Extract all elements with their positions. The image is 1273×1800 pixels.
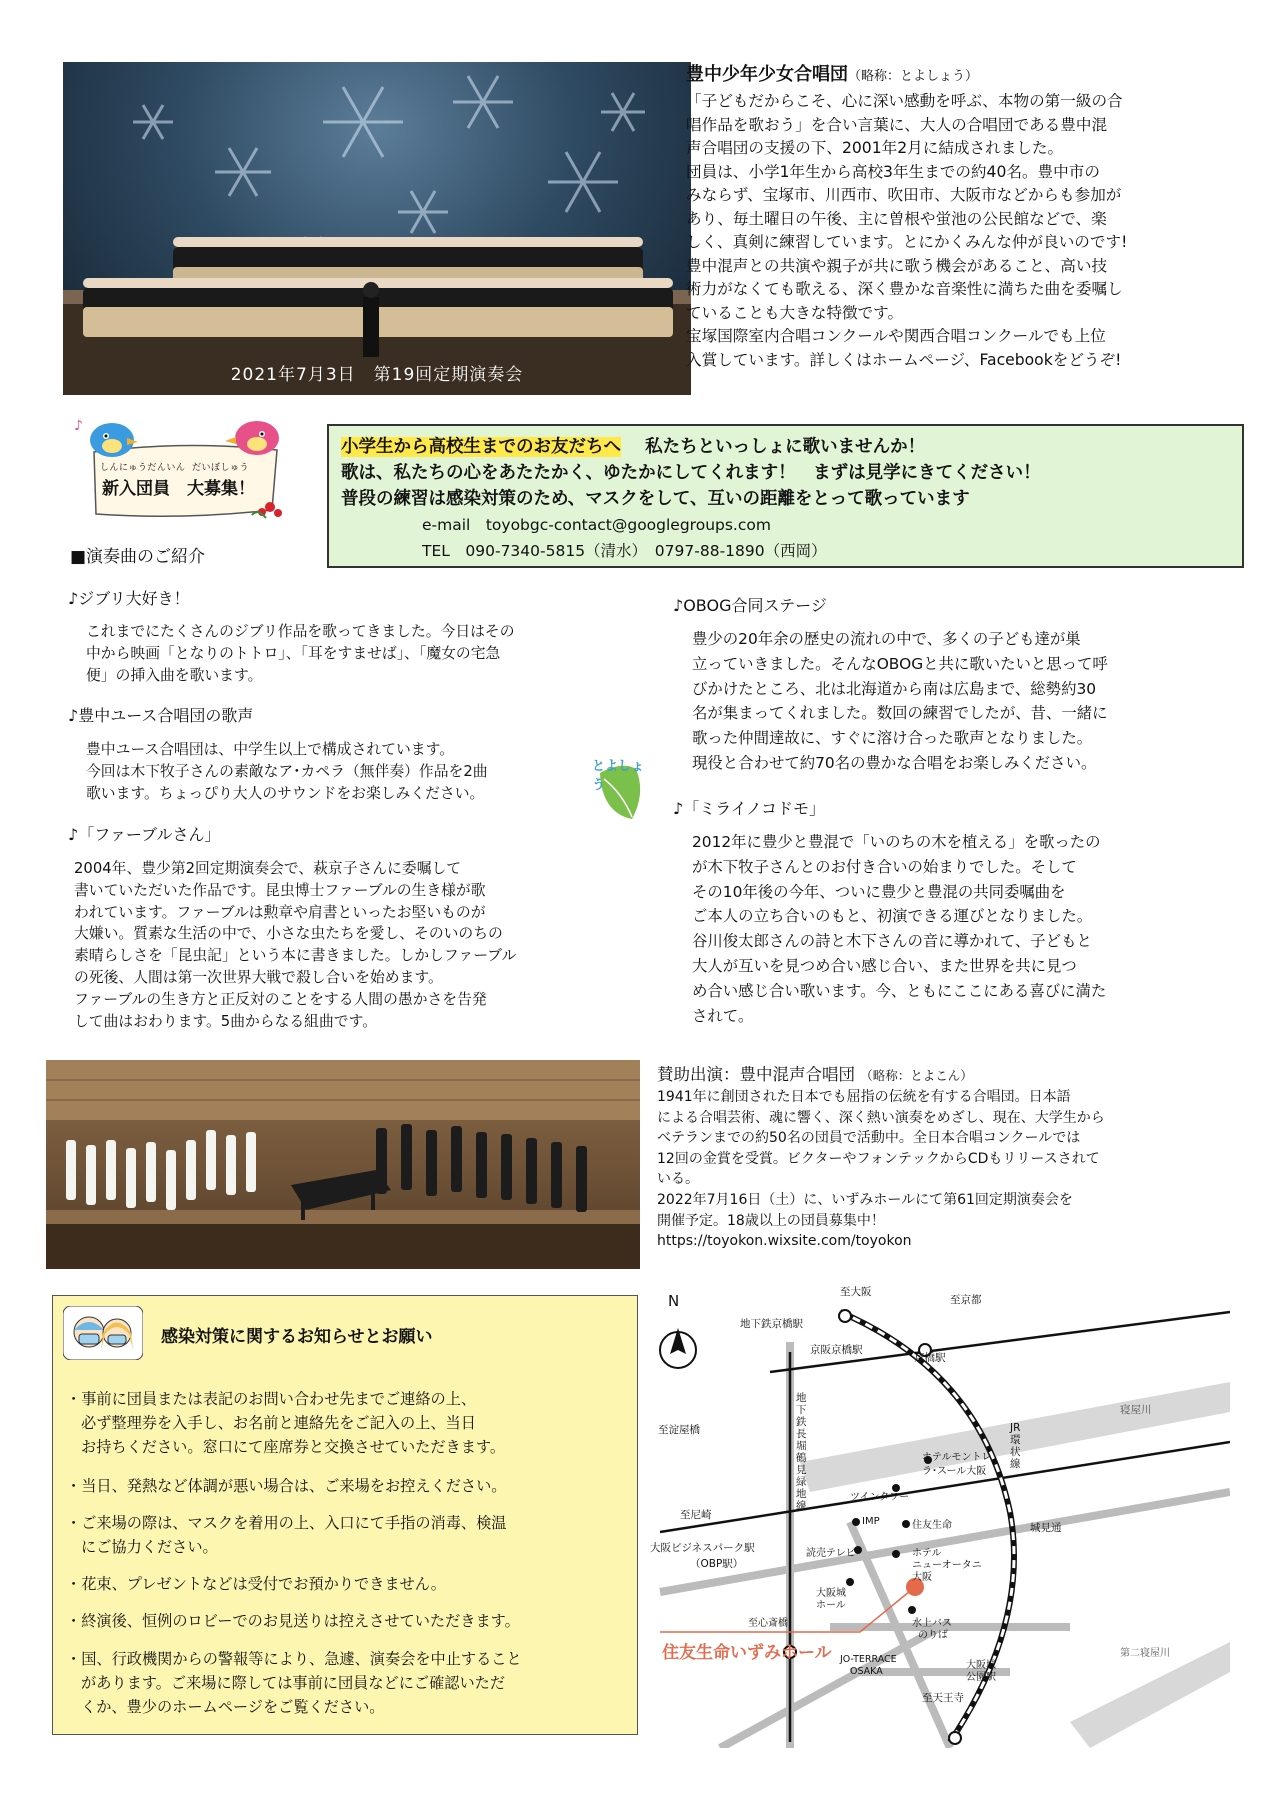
para-line: め合い感じ合い歌います。今、ともにここにある喜びに満た: [692, 981, 1107, 1000]
notice-line: お持ちください。窓口にて座席券と交換させていただきます。: [81, 1438, 506, 1456]
para-line: 2012年に豊少と豊混で「いのちの木を植える」を歌ったの: [692, 833, 1101, 851]
program-item-text: [692, 830, 1106, 1028]
choir-abbrev: （略称：とよしょう）: [848, 69, 979, 84]
support-choir-info: [657, 1061, 1217, 1252]
mixed-choir-photo-illustration: [46, 1060, 640, 1269]
intro-line: 声合唱団の支援の下、2001年2月に結成されました。: [686, 139, 1064, 157]
svg-text:♪: ♪: [74, 418, 83, 434]
program-item-title: ♪ジブリ大好き！: [68, 589, 190, 608]
notice-item: [66, 1609, 520, 1633]
para-line: 現役と合わせて約70名の豊かな合唱をお楽しみください。: [692, 753, 1097, 772]
map-label: 住友生命: [912, 1520, 952, 1531]
para-line: その10年後の今年、ついに豊少と豊混の共同委嘱曲を: [692, 882, 1066, 901]
intro-line: 「子どもだからこそ、心に深い感動を呼ぶ、本物の第一級の合: [686, 92, 1123, 110]
map-label: 水上バス: [912, 1618, 952, 1629]
concert-photo-mixed-choir: [46, 1060, 640, 1269]
recruit-sign: [72, 410, 297, 522]
contact-tel: TEL 090-7340-5815（清水） 0797-88-1890（西岡）: [422, 542, 827, 560]
recruit-highlight: 小学生から高校生までのお友だちへ: [341, 437, 621, 457]
photo-caption: 2021年7月3日 第19回定期演奏会: [230, 365, 524, 385]
snowflake-backdrop: [63, 62, 691, 395]
map-label: のりば: [918, 1630, 948, 1641]
support-line: ベテランまでの約50名の団員で活動中。全日本合唱コンクールでは: [657, 1130, 1081, 1147]
program-heading: ■演奏曲のご紹介: [70, 547, 206, 567]
para-line: 今回は木下牧子さんの素敵なア･カペラ（無伴奏）作品を2曲: [86, 762, 488, 780]
venue-access-map: [650, 1286, 1230, 1748]
choir-title: [686, 60, 1226, 86]
notice-line: ・終演後、恒例のロビーでのお見送りは控えさせていただきます。: [66, 1612, 520, 1630]
map-label: 至尼崎: [680, 1509, 712, 1521]
logo-text: とよしょう: [592, 759, 645, 793]
map-label: ホール: [816, 1600, 846, 1611]
notice-line: ・当日、発熱など体調が悪い場合は、ご来場をお控えください。: [66, 1477, 507, 1495]
support-line: 1941年に創団された日本でも屈指の伝統を有する合唱団。日本語: [657, 1089, 1071, 1105]
choir-name: 豊中少年少女合唱団: [686, 64, 848, 85]
recruit-line-2: 歌は、私たちの心をあたたかく、ゆたかにしてくれます！ まずは見学にきてください！: [341, 463, 1041, 483]
program-item-text: [86, 739, 488, 804]
notice-line: 必ず整理券を入手し、お名前と連絡先をご記入の上、当日: [81, 1414, 476, 1432]
map-label: ツインタワー: [850, 1492, 910, 1503]
map-label: 大阪城: [966, 1660, 996, 1671]
para-line: 便」の挿入曲を歌います。: [86, 666, 263, 684]
recruit-line-3: 普段の練習は感染対策のため、マスクをして、互いの距離をとって歌っています: [341, 489, 970, 509]
program-item-title: ♪豊中ユース合唱団の歌声: [68, 706, 254, 725]
map-label: 大阪ビジネスパーク駅: [650, 1542, 755, 1554]
intro-line: あり、毎土曜日の午後、主に曽根や蛍池の公民館などで、楽: [686, 209, 1107, 228]
support-abbrev: （略称：とよこん）: [860, 1068, 973, 1083]
support-title: 賛助出演：豊中混声合唱団: [657, 1065, 855, 1084]
support-line: による合唱芸術、魂に響く、深く熱い演奏をめざし、現在、大学生から: [657, 1109, 1105, 1126]
map-label: 城見通: [1030, 1522, 1062, 1534]
map-label: 地下鉄京橋駅: [740, 1318, 803, 1330]
support-title-row: [657, 1061, 1217, 1085]
map-label: JO-TERRACE: [840, 1654, 897, 1665]
intro-line: 宝塚国際室内合唱コンクールや関西合唱コンクールでも上位: [686, 327, 1106, 345]
contact-email[interactable]: e-mail toyobgc-contact@googlegroups.com: [422, 516, 771, 534]
intro-line: みならず、宝塚市、川西市、吹田市、大阪市などからも参加が: [686, 186, 1122, 204]
recruit-line-1: [341, 433, 925, 458]
para-line: 大嫌い。質素な生活の中で、小さな虫たちを愛し、そのいのちの: [74, 925, 503, 943]
notice-item: [66, 1474, 506, 1498]
notice-line: ・事前に団員または表記のお問い合わせ先までご連絡の上、: [66, 1390, 477, 1408]
recruit-sign-label: 新入団員 大募集！: [102, 479, 255, 499]
map-label: JR環状線: [1010, 1422, 1021, 1470]
para-line: して曲はおわります。5曲からなる組曲です。: [74, 1012, 377, 1030]
para-line: 2004年、豊少第2回定期演奏会で、萩京子さんに委嘱して: [74, 860, 462, 877]
recruit-ruby-2: だいぼしゅう: [192, 463, 250, 473]
map-label: 大阪: [912, 1572, 932, 1583]
map-label: 京阪京橋駅: [810, 1344, 863, 1356]
infection-notice-box: [52, 1295, 638, 1735]
program-item-text: [74, 858, 516, 1032]
map-label: 大阪城: [816, 1588, 846, 1599]
para-line: 豊中ユース合唱団は、中学生以上で構成されています。: [86, 741, 455, 758]
notice-title: 感染対策に関するお知らせとお願い: [161, 1327, 433, 1347]
para-line: これまでにたくさんのジブリ作品を歌ってきました。今日はその: [86, 623, 515, 640]
program-item-title: ♪OBOG合同ステージ: [673, 596, 827, 615]
map-label: 至心斎橋: [748, 1618, 788, 1629]
map-label: （OBP駅）: [690, 1558, 744, 1570]
para-line: の死後、人間は第一次世界大戦で殺し合いを始めます。: [74, 968, 443, 986]
intro-line: 唱作品を歌おう」を合い言葉に、大人の合唱団である豊中混: [686, 115, 1108, 134]
para-line: われています。ファーブルは勲章や肩書といったお堅いものが: [74, 903, 486, 921]
para-line: 谷川俊太郎さんの詩と木下さんの音に導かれて、子どもと: [692, 932, 1092, 951]
recruit-box: [327, 424, 1244, 568]
map-label: 至大阪: [840, 1286, 872, 1298]
program-item-text: [692, 627, 1108, 776]
para-line: 名が集まってくれました。数回の練習でしたが、昔、一緒に: [692, 704, 1108, 723]
map-label: ホテルモントレ: [922, 1452, 992, 1463]
para-line: 豊少の20年余の歴史の流れの中で、多くの子ども達が巣: [692, 630, 1081, 648]
support-line: 開催予定。18歳以上の団員募集中！: [657, 1212, 885, 1229]
support-line: いる。: [657, 1171, 699, 1188]
map-label: 至天王寺: [922, 1692, 964, 1704]
choir-intro: [686, 60, 1226, 372]
map-label: IMP: [862, 1516, 880, 1527]
para-line: されて。: [692, 1006, 754, 1025]
para-line: 歌った仲間達故に、すぐに溶け合った歌声となりました。: [692, 729, 1093, 748]
map-label: OSAKA: [850, 1666, 883, 1677]
toyosho-logo: [592, 733, 648, 823]
para-line: ファーブルの生き方と正反対のことをする人間の愚かさを告発: [74, 990, 487, 1008]
para-line: 立っていきました。そんなOBOGと共に歌いたいと思って呼: [692, 654, 1108, 673]
para-line: 大人が互いを見つめ合い感じ合い、また世界を共に見つ: [692, 956, 1077, 975]
notice-line: ・ご来場の際は、マスクを着用の上、入口にて手指の消毒、検温: [66, 1514, 507, 1532]
para-line: びかけたところ、北は北海道から南は広島まで、総勢約30: [692, 679, 1097, 698]
concert-photo-choir: [63, 62, 691, 395]
notice-item: [66, 1511, 506, 1559]
map-label: ニューオータニ: [912, 1560, 982, 1571]
support-url[interactable]: https://toyokon.wixsite.com/toyokon: [657, 1233, 912, 1250]
map-label: ホテル: [912, 1548, 942, 1559]
notice-line: があります。ご来場に際しては事前に団員などにご確認いただ: [81, 1674, 506, 1692]
intro-line: 術力がなくても歌える、深く豊かな音楽性に満ちた曲を委嘱し: [686, 280, 1123, 298]
notice-item: [66, 1387, 505, 1459]
masked-people-icon: [63, 1306, 143, 1360]
map-label: 第二寝屋川: [1120, 1648, 1170, 1659]
intro-line: 入賞しています。詳しくはホームページ、Facebookをどうぞ!: [686, 350, 1122, 369]
support-line: 12回の金賞を受賞。ビクターやフォンテックからCDもリリースされて: [657, 1150, 1100, 1167]
map-label: 地下鉄長堀鶴見緑地線: [796, 1392, 807, 1512]
venue-label: 住友生命いずみホール: [662, 1643, 832, 1663]
map-label: 至淀屋橋: [658, 1424, 700, 1436]
intro-line: ていることも大きな特徴です。: [686, 303, 904, 322]
north-label: N: [668, 1292, 680, 1310]
map-label: 寝屋川: [1120, 1404, 1152, 1416]
notice-item: [66, 1647, 522, 1719]
para-line: 歌います。ちょっぴり大人のサウンドをお楽しみください。: [86, 784, 485, 802]
notice-line: くか、豊少のホームページをご覧ください。: [81, 1698, 385, 1716]
program-item-text: [86, 621, 515, 686]
notice-line: ・国、行政機関からの警報等により、急遽、演奏会を中止すること: [66, 1650, 522, 1668]
para-line: ご本人の立ち合いのもと、初演できる運びとなりました。: [692, 907, 1093, 926]
para-line: 書いていただいた作品です。昆虫博士ファーブルの生き様が歌: [74, 881, 486, 899]
para-line: 素晴らしさを「昆虫記」という本に書きました。しかしファーブル: [74, 947, 517, 965]
program-item-title: ♪「ミライノコドモ」: [673, 799, 825, 818]
intro-line: 豊中混声との共演や親子が共に歌う機会があること、高い技: [686, 256, 1108, 275]
program-item-title: ♪「ファーブルさん」: [68, 825, 221, 844]
map-label: 京橋駅: [914, 1352, 946, 1364]
recruit-ruby-1: しんにゅうだんいん: [100, 463, 186, 473]
para-line: が木下牧子さんとのお付き合いの始まりでした。そして: [692, 857, 1077, 876]
notice-line: にご協力ください。: [81, 1538, 218, 1556]
intro-line: しく、真剣に練習しています。とにかくみんな仲が良いのです!: [686, 233, 1128, 251]
map-label: ラ･スール大阪: [922, 1466, 987, 1477]
intro-line: 団員は、小学1年生から高校3年生までの約40名。豊中市の: [686, 162, 1100, 181]
map-label: 至京都: [950, 1294, 982, 1306]
map-label: 読売テレビ: [806, 1548, 856, 1559]
notice-item: [66, 1572, 446, 1596]
notice-line: ・花束、プレゼントなどは受付でお預かりできません。: [66, 1575, 446, 1593]
para-line: 中から映画「となりのトトロ」、「耳をすませば」、「魔女の宅急: [86, 644, 501, 662]
support-line: 2022年7月16日（土）に、いずみホールにて第61回定期演奏会を: [657, 1191, 1073, 1208]
map-label: 公園駅: [966, 1672, 996, 1683]
recruit-invite: 私たちといっしょに歌いませんか！: [645, 437, 926, 457]
